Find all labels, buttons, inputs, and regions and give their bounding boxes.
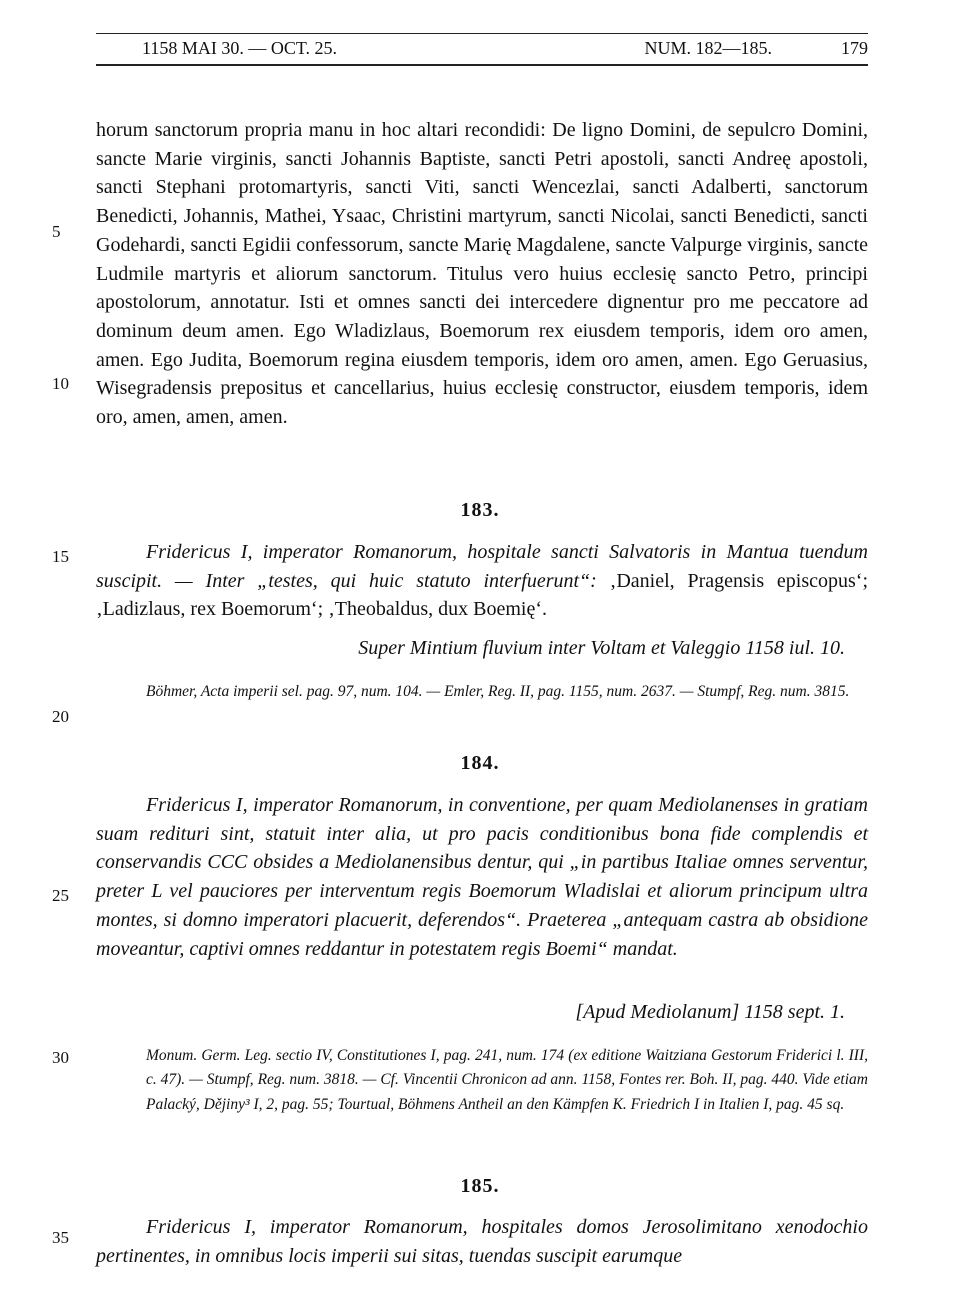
line-number-35: 35	[52, 1228, 69, 1247]
line-number-15: 15	[52, 547, 69, 566]
document-184-regest	[96, 791, 868, 963]
document-number-183: 183.	[460, 499, 500, 521]
document-number-185: 185.	[460, 1175, 500, 1197]
document-183-regest	[96, 538, 868, 624]
document-185-regest	[96, 1213, 868, 1270]
line-number-25: 25	[52, 886, 69, 905]
header-rule-top	[96, 33, 868, 34]
regest-183-italic: Fridericus I, imperator Romanorum, hospitale sancti Salvatoris in Mantua tuendum suscipit. — Inter „testes, qui huic statuto interfuerunt“:	[96, 541, 868, 592]
document-184-date: [Apud Mediolanum] 1158 sept. 1.	[575, 1001, 845, 1023]
regest-183-witnesses: ‚Daniel, Pragensis episcopus‘; ‚Ladizlaus, rex Boemorum‘; ‚Theobaldus, dux Boemię‘.	[96, 569, 869, 621]
document-182-continuation: horum sanctorum propria manu in hoc altari recondidi: De ligno Domini, de sepulcro Domini, sancte Marie virginis, sancti Johannis Baptiste, sancti Petri apostoli, sancti Andreę apostoli, sancti Stephani protomartyris, sancti Viti, sancti Wencezlai, sancti Adalberti, sanctorum Benedicti, Johannis, Mathei, Ysaac, Christini martyrum, sancti Nicolai, sancti Benedicti, sancti Godehardi, sancti Egidii confessorum, sancte Marię Magdalene, sancte Valpurge virginis, sancte Ludmile martyris et aliorum sanctorum. Titulus vero huius ecclesię sancto Petro, principi apostolorum, annotatur. Isti et omnes sancti dei intercedere dignentur pro me peccatore ad dominum deum amen. Ego Wladizlaus, Boemorum rex eiusdem temporis, idem oro amen, amen. Ego Judita, Boemorum regina eiusdem temporis, idem oro amen, amen. Ego Geruasius, Wisegradensis prepositus et cancellarius, huius ecclesię constructor, eiusdem temporis, idem oro, amen, amen, amen.	[96, 119, 868, 429]
line-number-30: 30	[52, 1048, 69, 1067]
header-rule-bottom	[96, 64, 868, 66]
document-183-date: Super Mintium fluvium inter Voltam et Valeggio 1158 iul. 10.	[358, 637, 845, 659]
document-184-references: Monum. Germ. Leg. sectio IV, Constitutiones I, pag. 241, num. 174 (ex editione Waitziana Gestorum Friderici l. III, c. 47). — Stumpf, Reg. num. 3818. — Cf. Vincentii Chronicon ad ann. 1158, Fontes rer. Boh. II, pag. 440. Vide etiam Palacký, Dějiny³ I, 2, pag. 55; Tourtual, Böhmens Antheil an den Kämpfen K. Friedrich I in Italien I, pag. 45 sq.	[146, 1047, 868, 1113]
header-document-range: NUM. 182—185.	[644, 38, 772, 58]
header-date-range: 1158 MAI 30. — OCT. 25.	[142, 38, 337, 58]
line-number-5: 5	[52, 222, 61, 241]
document-183-references: Böhmer, Acta imperii sel. pag. 97, num. 104. — Emler, Reg. II, pag. 1155, num. 2637. — Stumpf, Reg. num. 3815.	[146, 683, 850, 700]
line-number-20: 20	[52, 707, 69, 726]
regest-184-text: Fridericus I, imperator Romanorum, in conventione, per quam Mediolanenses in gratiam suam redituri sint, statuit inter alia, ut pro pacis conditionibus bona fide complendis et conservandis CCC obsides a Mediolanensibus dentur, qui „in partibus Italiae omnes serventur, preter L vel pauciores per interventum regis Boemorum Wladislai et aliorum principum ultra montes, si domno imperatori placuerit, deferendos“. Praeterea „antequam castra ab obsidione moveantur, captivi omnes reddantur in potestatem regis Boemi“ mandat.	[96, 794, 868, 960]
regest-185-text: Fridericus I, imperator Romanorum, hospitales domos Jerosolimitano xenodochio pertinentes, in omnibus locis imperii sui sitas, tuendas suscipit earumque	[96, 1216, 868, 1267]
running-header	[96, 38, 868, 60]
page-number: 179	[841, 38, 868, 58]
document-number-184: 184.	[460, 752, 500, 774]
line-number-10: 10	[52, 374, 69, 393]
